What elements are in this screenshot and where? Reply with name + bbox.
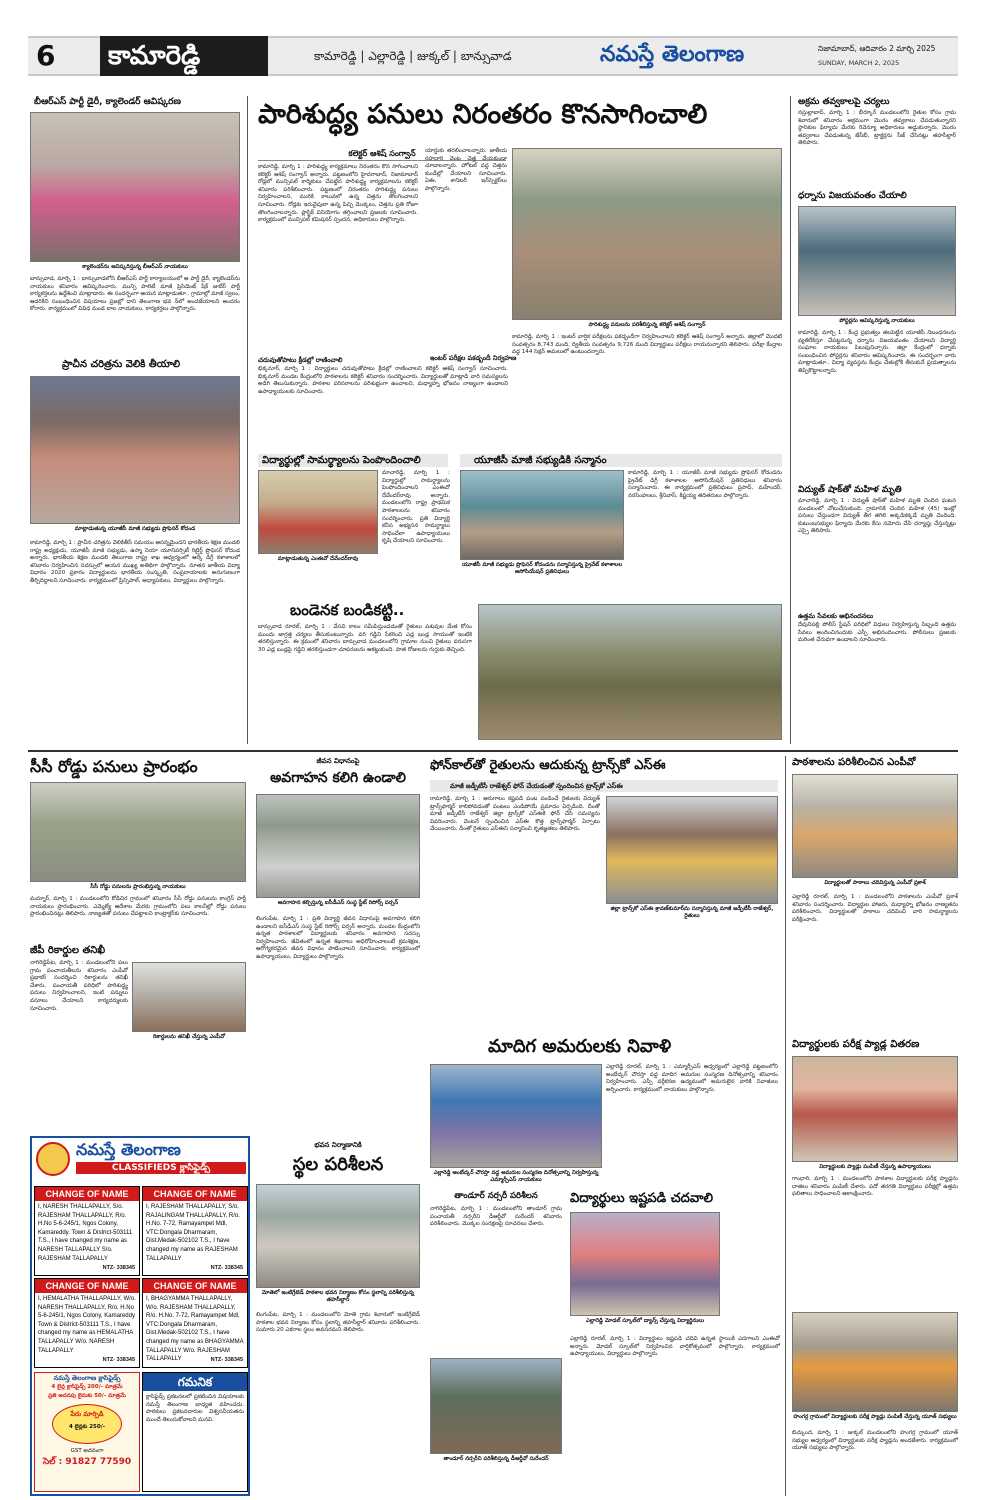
- col4-story3-body: మాచారెడ్డి, మార్చి 1 : విద్యుత్ షాక్‌తో మహిళ మృతి చెందిన ఘటన మండలంలో చోటుచేసుకుంది. గ్రామానికి చెందిన మహిళ (45) ఇంట్లో పనులు చేస్తుండగా విద్యుత్ తీగ తగిలి అక్కడికక్కడే మృతి చెందింది. కుటుంబసభ్యుల ఫిర్యాదు మేరకు కేసు నమోదు చేసి దర్యాప్తు చేస్తున్నట్లు ఎస్సై తెలిపారు.: [798, 498, 956, 535]
- cc-road-heading: సీసీ రోడ్డు పనులు ప్రారంభం: [30, 757, 198, 776]
- jeevana-kicker: జీవన విధానంపై: [316, 757, 360, 765]
- column-divider: [247, 96, 248, 744]
- main-photo-caption: పారిశుద్ధ్య పనులను పరిశీలిస్తున్న కలెక్టర్ ఆశిష్ సంగ్వాన్: [588, 322, 706, 328]
- pad-caption-2: హంగర్గ గ్రామంలో విద్యార్థులకు పరీక్ష ప్యాడ్లు పంపిణీ చేస్తున్న యూత్ సభ్యులు: [793, 1414, 957, 1420]
- col4-story2-caption: పోస్టర్లను ఆవిష్కరిస్తున్న నాయకులు: [839, 318, 915, 324]
- phone-call-body: రామారెడ్డి, మార్చి 1 : ఆరుగాలం కష్టపడి పంట పండించే రైతులకు విద్యుత్ ట్రాన్స్‌ఫార్మర్ కాలిపోవడంతో పంటలు ఎండిపోయే ప్రమాదం ఏర్పడింది. దీంతో మాజీ జడ్పీటీసీ రాజేశ్వర్ జిల్లా ట్రాన్స్‌కో ఎస్ఈకి ఫోన్ చేసి సమస్యను వివరించారు. వెంటనే స్పందించిన ఎస్ఈ కొత్త ట్రాన్స్‌ఫార్మర్ ఏర్పాటు చేయించారు. దీంతో రైతులు ఎస్ఈని సన్మానించి కృతజ్ఞతలు తెలిపారు.: [430, 796, 600, 833]
- jeevana-body: లింగంపేట, మార్చి 1 : ప్రతి విద్యార్థి జీవన విధానంపై అవగాహన కలిగి ఉండాలని ఐసీడీఎస్ సంస్థ స్టేట్ రిసోర్స్ పర్సన్ అన్నారు. మండల కేంద్రంలోని ఉన్నత పాఠశాలలో విద్యార్థులకు శనివారం అవగాహన సదస్సు నిర్వహించారు. జీవితంలో ఉన్నత శిఖరాలు అధిరోహించాలంటే క్రమశిక్షణ, ఆరోగ్యకరమైన జీవన విధానం పాటించాలని సూచించారు. కార్యక్రమంలో ఉపాధ్యాయులు, విద్యార్థులు పాల్గొన్నారు.: [256, 916, 420, 960]
- jeevana-caption: అవగాహన కల్పిస్తున్న ఐసీడీఎస్ సంస్థ స్టేట్ రిసోర్స్ పర్సన్: [277, 900, 399, 906]
- col1-story2-caption: మాట్లాడుతున్న యూజీసీ మాజీ సభ్యుడు ప్రొఫెసర్ కోదండ: [74, 526, 196, 532]
- col1-story1-body: బాన్సువాడ, మార్చి 1 : బాన్సువాడలోని బీఆర్ఎస్ పార్టీ కార్యాలయంలో ఆ పార్టీ డైరీ, క్యాలెండర్‌ను నాయకులు శనివారం ఆవిష్కరించారు. మున్సి పాలిటీ మాజీ ప్రెసిడెంట్ షేక్ జుబేర్ పార్టీ కార్యకర్తలను ఉద్దేశించి మాట్లాడారు. ఈ సందర్భంగా ఆయన మాట్లాడుతూ.. గ్రామాల్లో మాజీ స్వలం, ఆదరికిని సంబంధించిన విషయాలు ప్రజల్లో దాని తెలంగాణ భవ న్‌లో అందజేయాలని అందరం కోరారు. కార్యక్రమంలో వివిధ మండ లాల నాయకులు, కార్యకర్తలు పాల్గొన్నారు.: [30, 276, 240, 313]
- col4-story1-heading: అక్రమ తవ్వకాలపై చర్యలు: [798, 97, 890, 107]
- row2-story1-caption: మాట్లాడుతున్న ఎంఈవో దేవేందర్‌రావు: [277, 556, 359, 562]
- classified-ad-3: [34, 1278, 140, 1368]
- phone-call-subhead: మాజీ జడ్పీటీసీ రాజేశ్వర్ ఫోన్ చేయడంతో స్పందించిన ట్రాన్స్‌కో ఎస్ఈ: [430, 780, 778, 792]
- masthead: [0, 0, 981, 88]
- subsections: కామారెడ్డి | ఎల్లారెడ్డి | జుక్కల్ | బాన్సువాడ: [314, 49, 512, 63]
- phone-call-heading: ఫోన్‌కాల్‌తో రైతులను ఆదుకున్న ట్రాన్స్‌కో ఎస్ఈ: [430, 758, 666, 773]
- bhavana-body: లింగంపేట, మార్చి 1 : మండలంలోని మోతె గ్రామ శివారులో ఇంటిగ్రేటెడ్ పాఠశాల భవన నిర్మాణం కోసం స్థలాన్ని తహసీల్దార్ శనివారం పరిశీలించారు. సుమారు 20 ఎకరాల స్థలం అవసరమని తెలిపారు.: [256, 1312, 420, 1334]
- promo-line-1: 4 లైన్ల క్లాసిఫైడ్స్ 200/- మాత్రమే: [51, 1384, 123, 1390]
- promo-gst: GST అదనంగా: [70, 1448, 104, 1454]
- vidya-photo: [570, 1212, 720, 1316]
- date-english: SUNDAY, MARCH 2, 2025: [818, 59, 900, 67]
- main-sub1-heading: చదువుతోపాటు క్రీడల్లో రాణించాలి: [258, 356, 343, 364]
- row3-body: బాన్సువాడ రూరల్, మార్చి 1 : వేసవి కాలం సమీపిస్తుండడంతో రైతులు పశువుల మేత కోసం ముందు జాగ్రత్త చర్యలు తీసుకుంటున్నారు. వరి గడ్డిని సేకరించి ఎడ్ల బండ్ల సాయంతో ఇంటికి తరలిస్తున్నారు. ఈ క్రమంలో శనివారం బాన్సువాడ మండలంలోని గ్రామాల నుంచి రైతులు వరుసగా 30 ఎడ్ల బండ్లపై గడ్డిని తరలిస్తుండగా చూపరులను ఆకట్టుకుంది. పాత రోజులను గుర్తుకు తెచ్చింది.: [258, 624, 472, 653]
- tandur-heading: తాండూర్ నర్సరీ పరిశీలన: [454, 1191, 538, 1201]
- section-divider: [28, 750, 958, 752]
- cc-road-photo: [30, 782, 246, 882]
- ad-body: I, NARESH THALLAPALLY, S/o. RAJESHAM THALLAPALLY, R/o. H.No 5-6-245/1, Ngos Colony, Kamareddy. Town & District-503111 T.S., I have changed my name as NARESH TALLAPALLY S/o. RAJESHAM TALLAPALLY: [38, 1204, 133, 1262]
- jeevana-photo: [256, 794, 420, 898]
- pad-body-2: బిచ్కుంద, మార్చి 1 : జుక్కల్ మండలంలోని హంగర్గ గ్రామంలో యూత్ సభ్యుల ఆధ్వర్యంలో విద్యార్థులకు పరీక్ష ప్యాడ్లను అందజేశారు. కార్యక్రమంలో యూత్ సభ్యులు పాల్గొన్నారు.: [792, 1430, 958, 1452]
- main-sub2-heading: ఇంటర్ పరీక్షల పకడ్బందీ నిర్వహణ: [430, 354, 517, 362]
- pad-photo-2: [792, 1312, 958, 1412]
- col4-story2-heading: ధర్నాను విజయవంతం చేయాలి: [798, 191, 907, 201]
- row3-photo: [478, 604, 782, 740]
- main-sub2-body: కామారెడ్డి, మార్చి 1 : ఇంటర్ వార్షిక పరీక్షలను పకడ్బందీగా నిర్వహించాలని కలెక్టర్ ఆశిష్ సంగ్వాన్ అన్నారు. జిల్లాలో మొదటి సంవత్సరం 8,743 మంది, ద్వితీయ సంవత్సరం 9,726 మంది విద్యార్థులు పరీక్షలు రాయనున్నారని తెలిపారు. పరీక్షా కేంద్రాల వద్ద 144 సెక్షన్ అమలులో ఉంటుందన్నారు.: [512, 334, 782, 356]
- vidya-caption: ఎల్లారెడ్డి మోడల్ స్కూల్‌లో డ్యాన్స్ చేస్తున్న విద్యార్థినులు: [585, 1318, 705, 1324]
- section-name: కామారెడ్డి: [108, 41, 201, 71]
- pathasala-heading: పాఠశాలను పరిశీలించిన ఎంపీవో: [792, 757, 916, 768]
- gp-records-body: నాగిరెడ్డిపేట, మార్చి 1 : మండలంలోని పలు గ్రామ పంచాయతీలను శనివారం ఎంపీవో ప్రభాకర్ సందర్శించి రికార్డులను తనిఖీ చేశారు. పంచాయతీ పరిధిలో పారిశుద్ధ్య పనులు నిర్వహించాలని, ఇంటి పన్నులు వసూలు చేయాలని కార్యదర్శులకు సూచించారు.: [30, 960, 128, 1012]
- col1-story2-body: కామారెడ్డి, మార్చి 1 : ప్రాచీన చరిత్రను వెలికితీసే సమయం ఆసన్నమైందని భారతీయ శిక్షణ మండలి రాష్ట్ర అధ్యక్షుడు, యూజీసీ మాజీ సభ్యుడు, ఉస్మా నియా యూనివర్సిటీ రిటైర్డ్ ప్రొఫెసర్ కోదండ అన్నారు. భారతీయ శిక్షణ మండలి తెలంగాణ రాష్ట్ర శాఖ ఆధ్వర్యంలో ఆర్కే డిగ్రీ కళాశాలలో శనివారం నిర్వహించిన సదస్సులో ఆయన ముఖ్య అతిథిగా పాల్గొన్నారు. నూతన జాతీయ విద్యా విధానం 2020 ప్రకారం విద్యార్థులను భారతీయ సంస్కృతి, సంప్రదాయాలకు అనుగుణంగా తీర్చిదిద్దాలని సూచించారు. కార్యక్రమంలో ప్రిన్సిపాల్, అధ్యాపకులు, విద్యార్థులు పాల్గొన్నారు.: [30, 540, 240, 584]
- col1-story1-photo: [30, 112, 240, 262]
- main-sub1-body: భిక్కనూర్, మార్చి 1 : విద్యార్థులు చదువుతోపాటు క్రీడల్లో రాణించాలని కలెక్టర్ ఆశిష్ సంగ్వాన్ సూచించారు. భిక్కనూర్ మండల కేంద్రంలోని పాఠశాలను కలెక్టర్ శనివారం సందర్శించారు. విద్యార్థులతో మాట్లాడి వారి సమస్యలను అడిగి తెలుసుకున్నారు. పాఠశాల పరిసరాలను పరిశుభ్రంగా ఉంచాలని, మధ్యాహ్న భోజనం నాణ్యంగా ఉండాలని ఉపాధ్యాయులకు సూచించారు.: [258, 366, 508, 395]
- ad-ntz: NTZ- 338345: [210, 1357, 243, 1363]
- classified-promo: [34, 1372, 140, 1492]
- gp-records-photo: [132, 962, 246, 1032]
- main-subhead: కలెక్టర్ ఆశిష్ సంగ్వాన్: [258, 148, 506, 161]
- promo-title: నమస్తే తెలంగాణ క్లాసిఫైడ్స్: [53, 1374, 121, 1382]
- promo-badge-text: పేరు మార్పిడి: [70, 1410, 104, 1418]
- cc-road-body: మద్నూర్, మార్చి 1 : మండలంలోని కోడిచిర గ్రామంలో శనివారం సీసీ రోడ్డు పనులను కాంగ్రెస్ పార్టీ నాయకులు ప్రారంభించారు. ఎమ్మెల్యే ఆదేశాల మేరకు గ్రామంలోని పలు కాలనీల్లో రోడ్డు పనులు ప్రారంభించినట్లు తెలిపారు. నాణ్యతతో పనులు చేపట్టాలని కాంట్రాక్టర్‌కు సూచించారు.: [30, 896, 246, 918]
- gp-records-heading: జీపీ రికార్డుల తనిఖీ: [30, 945, 106, 956]
- promo-phone: సెల్ : 91827 77590: [42, 1457, 132, 1467]
- promo-line-2: ప్రతి అదనపు లైనుకు 50/- మాత్రమే: [48, 1393, 126, 1399]
- ad-title: CHANGE OF NAME: [35, 1187, 139, 1201]
- row2-story1-photo: [258, 470, 378, 554]
- column-divider: [785, 756, 786, 1496]
- ad-ntz: NTZ- 338345: [102, 1357, 135, 1363]
- ad-ntz: NTZ- 338345: [102, 1265, 135, 1271]
- main-story-photo: [512, 148, 782, 320]
- column-divider: [790, 96, 791, 744]
- col4-story2-photo: [798, 206, 956, 316]
- classifieds-seal: [36, 1142, 70, 1176]
- row2-story2-photo: [460, 470, 624, 560]
- phone-call-photo: [606, 796, 778, 904]
- promo-badge-sub: 4 లైన్లకు 250/-: [69, 1424, 105, 1430]
- main-headline: పారిశుద్ధ్య పనులు నిరంతరం కొనసాగించాలి: [258, 99, 708, 130]
- ad-title: CHANGE OF NAME: [143, 1279, 247, 1293]
- main-body-b: యార్డుకు తరలించాలన్నారు. జాతీయ రహదారి వెంట చెత్త వేయకుండా చూడాలన్నారు. హోటల్ వద్ద చెత్తను కుండీల్లో వేయాలని సూచించారు. ఏఈ, శానిటరీ ఇన్‌స్పెక్టర్‌లు పాల్గొన్నారు.: [425, 148, 507, 192]
- madiga-caption: ఎల్లారెడ్డి అంబేద్కర్ చౌరస్తా వద్ద అమరుల సంస్మరణ దినోత్సవాన్ని నిర్వహిస్తున్న ఎమ్మార్పీఎస్ నాయకులు: [433, 1170, 599, 1183]
- classifieds-block: [30, 1136, 250, 1496]
- classified-ad-2: [142, 1186, 248, 1276]
- madiga-heading: మాదిగ అమరులకు నివాళి: [488, 1036, 672, 1057]
- pad-heading: విద్యార్థులకు పరీక్ష ప్యాడ్ల వితరణ: [792, 1039, 920, 1050]
- classifieds-logo-sub: CLASSIFIEDS క్లాసిఫైడ్స్: [76, 1162, 246, 1174]
- tandur-photo: [430, 1358, 562, 1454]
- cc-road-caption: సీసీ రోడ్డు పనులను ప్రారంభిస్తున్న నాయకులు: [90, 884, 186, 890]
- col4-story3-heading: విద్యుత్ షాక్‌తో మహిళ మృతి: [798, 485, 902, 495]
- col4-story4-heading: ఉత్తమ సేవలకు అభినందనలు: [798, 612, 874, 620]
- row3-heading: బండెనక బండికట్టి..: [290, 601, 405, 619]
- ad-body: I, HEMALATHA THALLAPALLY, W/o. NARESH THALLAPALLY, R/o. H.No 5-6-245/1, Ngos Colony, Kamareddy Town & District-503111 T.S., I have changed my name as HEMALATHA TALLAPALLY W/o. NARESH TALLAPALLY: [38, 1296, 136, 1354]
- pad-caption: విద్యార్థులకు ప్యాడ్లు పంపిణీ చేస్తున్న ఉపాధ్యాయులు: [819, 1164, 931, 1170]
- notice-body: క్లాసిఫైడ్స్ ప్రకటనలలో ప్రకటించిన విషయాలకు నమస్తే తెలంగాణ బాధ్యత వహించదు. పాఠకులు ప్రకటనదారుల విశ్వసనీయతను ముందే తెలుసుకోవాలని మనవి.: [146, 1394, 244, 1423]
- phone-call-caption: జిల్లా ట్రాన్స్‌కో ఎస్ఈ శ్రావణ్‌కుమార్‌ను సన్మానిస్తున్న మాజీ జడ్పీటీసీ రాజేశ్వర్, రైతులు: [610, 906, 774, 919]
- pad-photo: [792, 1056, 958, 1162]
- bhavana-kicker: భవన నిర్మాణానికి: [314, 1141, 362, 1149]
- row2-story2-heading: యూజీసీ మాజీ సభ్యుడికి సన్మానం: [460, 454, 782, 467]
- ad-title: CHANGE OF NAME: [143, 1187, 247, 1201]
- row2-story1-body: మాచారెడ్డి, మార్చి 1 : విద్యార్థుల్లో సామర్థ్యాలను పెంపొందించాలని ఎంఈవో దేవేందర్‌రావు అన్నారు. మండలంలోని రాష్ట్ర ప్రాథమిక పాఠశాలలను శనివారం సందర్శించారు. ప్రతి విద్యార్థి కనీస అభ్యసన సామర్థ్యాలు సాధించేలా ఉపాధ్యాయులు కృషి చేయాలని సూచించారు.: [382, 470, 450, 545]
- col1-story2-photo: [30, 376, 240, 524]
- ad-body: I, BHAGYAMMA THALLAPALLY, W/o. RAJESHAM THALLAPALLY, R/o. H.No. 7-72, Ramayampet Mdl, VTC:Dongala Dharmaram, Dist.Medak-502102 T.S., I have changed my name as BHAGYAMMA TALLAPALLY W/o. RAJESHAM TALLAPALLY: [146, 1296, 244, 1363]
- col1-story1-heading: బీఆర్ఎస్ పార్టీ డైరీ, క్యాలెండర్ ఆవిష్కరణ: [34, 97, 181, 107]
- jeevana-heading: అవగాహన కలిగి ఉండాలి: [270, 770, 406, 786]
- bhavana-caption: మోతెలో ఇంటిగ్రేటెడ్ పాఠశాల భవన నిర్మాణం కోసం స్థలాన్ని పరిశీలిస్తున్న తహసీల్దార్: [261, 1290, 415, 1303]
- col4-story4-body: దేవునిపల్లి పోలీస్ స్టేషన్ పరిధిలో విధులు నిర్వహిస్తున్న సిబ్బంది ఉత్తమ సేవలు అందించినందుకు ఎస్పీ అభినందించారు. పోలీసులు ప్రజలకు మరింత చేరువగా ఉండాలని సూచించారు.: [798, 622, 956, 644]
- bhavana-heading: స్థల పరిశీలన: [292, 1154, 384, 1175]
- pathasala-photo: [792, 774, 958, 878]
- bhavana-photo: [256, 1184, 420, 1288]
- col4-story1-body: నస్రుల్లాబాద్, మార్చి 1 : బీర్కూర్ మండలంలోని రైతుల కోసం గ్రామ శివారులో శనివారం అక్రమంగా మొరం తవ్వకాలు చేపడుతున్నారని స్థానికుల ఫిర్యాదు మేరకు రెవెన్యూ అధికారులు అడ్డుకున్నారు. మొరం తవ్వకాలు చేపడుతున్న జేసీబీ, ట్రాక్టర్లను సీజ్ చేసినట్లు తహసీల్దార్ తెలిపారు.: [798, 110, 956, 147]
- ad-ntz: NTZ- 338345: [210, 1265, 243, 1271]
- date-telugu: నిజామాబాద్, ఆదివారం 2 మార్చి 2025: [818, 44, 936, 53]
- ad-title: CHANGE OF NAME: [35, 1279, 139, 1293]
- vidya-heading: విద్యార్థులు ఇష్టపడి చదవాలి: [570, 1191, 713, 1206]
- promo-badge: [52, 1404, 122, 1444]
- madiga-body: ఎల్లారెడ్డి రూరల్, మార్చి 1 : ఎమ్మార్పీఎస్ ఆధ్వర్యంలో ఎల్లారెడ్డి పట్టణంలోని అంబేద్కర్ చౌరస్తా వద్ద మాదిగ అమరుల సంస్మరణ దినోత్సవాన్ని శనివారం నిర్వహించారు. ఎస్సీ వర్గీకరణ ఉద్యమంలో అమరులైన వారికి నివాళులు అర్పించారు. కార్యక్రమంలో నాయకులు పాల్గొన్నారు.: [606, 1064, 778, 1093]
- pathasala-caption: విద్యార్థులతో పాఠాలు చదివిస్తున్న ఎంపీవో ప్రకాశ్: [824, 880, 926, 886]
- col4-story2-body: కామారెడ్డి, మార్చి 1 : కేంద్ర ప్రభుత్వం తలపెట్టిన యూజీసీ నిబంధనలను వ్యతిరేకిస్తూ చేపట్టనున్న ధర్నాను విజయవంతం చేయాలని విద్యార్థి సంఘాల నాయకులు పిలుపునిచ్చారు. జిల్లా కేంద్రంలో ధర్నాకు సంబంధించిన పోస్టర్లను శనివారం ఆవిష్కరించారు. ఈ సందర్భంగా వారు మాట్లాడుతూ.. విద్యా వ్యవస్థను కేంద్రం చేతుల్లోకి తీసుకునే ప్రయత్నాలను తిప్పికొట్టాలన్నారు.: [798, 330, 956, 374]
- pathasala-body: ఎల్లారెడ్డి రూరల్, మార్చి 1 : మండలంలోని పాఠశాలను ఎంపీవో ప్రకాశ్ శనివారం సందర్శించారు. విద్యార్థుల హాజరు, మధ్యాహ్న భోజనం నాణ్యతను పరిశీలించారు. విద్యార్థులతో పాఠాలు చదివించి వారి సామర్థ్యాలను పరీక్షించారు.: [792, 894, 958, 923]
- row2-story2-body: కామారెడ్డి, మార్చి 1 : యూజీసీ మాజీ సభ్యుడు ప్రొఫెసర్ కోదండను ప్రైవేట్ డిగ్రీ కళాశాలల అసోసియేషన్ ప్రతినిధులు శనివారం సన్మానించారు. ఈ కార్యక్రమంలో ప్రతినిధులు ప్రసాద్, మహేందర్, నరసింహులు, శ్రీనివాస్, కిష్టయ్య తదితరులు పాల్గొన్నారు.: [628, 470, 782, 499]
- vidya-body: ఎల్లారెడ్డి రూరల్, మార్చి 1 : విద్యార్థులు ఇష్టపడి చదివి ఉన్నత స్థాయికి ఎదగాలని ఎంఈవో అన్నారు. మోడల్ స్కూల్‌లో నిర్వహించిన వార్షికోత్సవంలో పాల్గొన్నారు. కార్యక్రమంలో ఉపాధ్యాయులు, విద్యార్థులు పాల్గొన్నారు.: [570, 1336, 780, 1358]
- classified-notice: [142, 1372, 248, 1492]
- madiga-photo: [430, 1064, 602, 1168]
- classified-ad-1: [34, 1186, 140, 1276]
- gp-records-caption: రికార్డులను తనిఖీ చేస్తున్న ఎంపీవో: [152, 1034, 226, 1040]
- col1-story1-caption: క్యాలెండర్‌ను ఆవిష్కరిస్తున్న బీఆర్ఎస్ నాయకులు: [82, 264, 188, 270]
- pad-body: గాంధారి, మార్చి 1 : మండలంలోని పాఠశాల విద్యార్థులకు పరీక్ష ప్యాడ్లను దాతలు శనివారం పంపిణీ చేశారు. పదో తరగతి విద్యార్థులు పరీక్షల్లో ఉత్తమ ఫలితాలు సాధించాలని ఆకాంక్షించారు.: [792, 1176, 958, 1198]
- classifieds-logo-text: నమస్తే తెలంగాణ: [76, 1140, 181, 1159]
- ad-body: I, RAJESHAM THALLAPALLY, S/o. RAJALINGAM THALLAPALLY, R/o. H.No. 7-72, Ramayampet Mdl, VTC:Dongala Dharmaram, Dist.Medak-502102 T.S., I have changed my name as RAJESHAM TALLAPALLY: [146, 1204, 240, 1262]
- tandur-body: నాగిరెడ్డిపేట, మార్చి 1 : మండలంలోని తాండూర్ గ్రామ పంచాయతీ నర్సరీని డీఆర్డీవో సురేందర్ శనివారం పరిశీలించారు. మొక్కల సంరక్షణపై సూచనలు చేశారు.: [430, 1206, 562, 1228]
- classified-ad-4: [142, 1278, 248, 1368]
- col1-story2-heading: ప్రాచీన చరిత్రను వెలికి తీయాలి: [62, 359, 181, 370]
- main-body: కామారెడ్డి, మార్చి 1 : పారిశుద్ధ్య కార్యక్రమాలు నిరంతరం కొన సాగించాలని కలెక్టర్ ఆశిష్ సంగ్వాన్ అన్నారు. పట్టణంలోని హైదరాబాద్, నిజామాబాద్ రోడ్లలో మున్సిపల్ కార్మికులు చేపట్టిన పారిశుద్ధ్య కార్యక్రమాలను కలెక్టర్ శనివారం పరిశీలించారు. పట్టణంలో నిరంతరం పారిశుద్ధ్య పనులు నిర్వహించాలని, మురికి కాలువలో ఉన్న చెత్తను తొలగించాలని సూచించారు. రోడ్లకు ఇరువైపులా ఉన్న పిచ్చి మొక్కలు, చెత్తను ప్రతి రోజూ తొలగించాలన్నారు. ప్లాస్టిక్ వినియోగం తగ్గించాలని ప్రజలకు సూచించారు. కార్యక్రమంలో మున్సిపల్ కమిషనర్ స్పందన, అధికారులు పాల్గొన్నారు.: [258, 164, 418, 224]
- row2-story1-heading: విద్యార్థుల్లో సామర్థ్యాలను పెంపొందించాలి: [258, 454, 448, 467]
- notice-title: గమనిక: [143, 1373, 247, 1391]
- tandur-caption: తాండూర్ నర్సరీని పరిశీలిస్తున్న డీఆర్డీవో సురేందర్: [443, 1456, 549, 1462]
- brand-name: నమస్తే తెలంగాణ: [600, 42, 745, 67]
- page-number: 6: [36, 39, 56, 72]
- row2-story2-caption: యూజీసీ మాజీ సభ్యుడు ప్రొఫెసర్ కోదండను సన్మానిస్తున్న ప్రైవేట్ కళాశాలల అసోసియేషన్ ప్రతినిధులు: [461, 562, 623, 575]
